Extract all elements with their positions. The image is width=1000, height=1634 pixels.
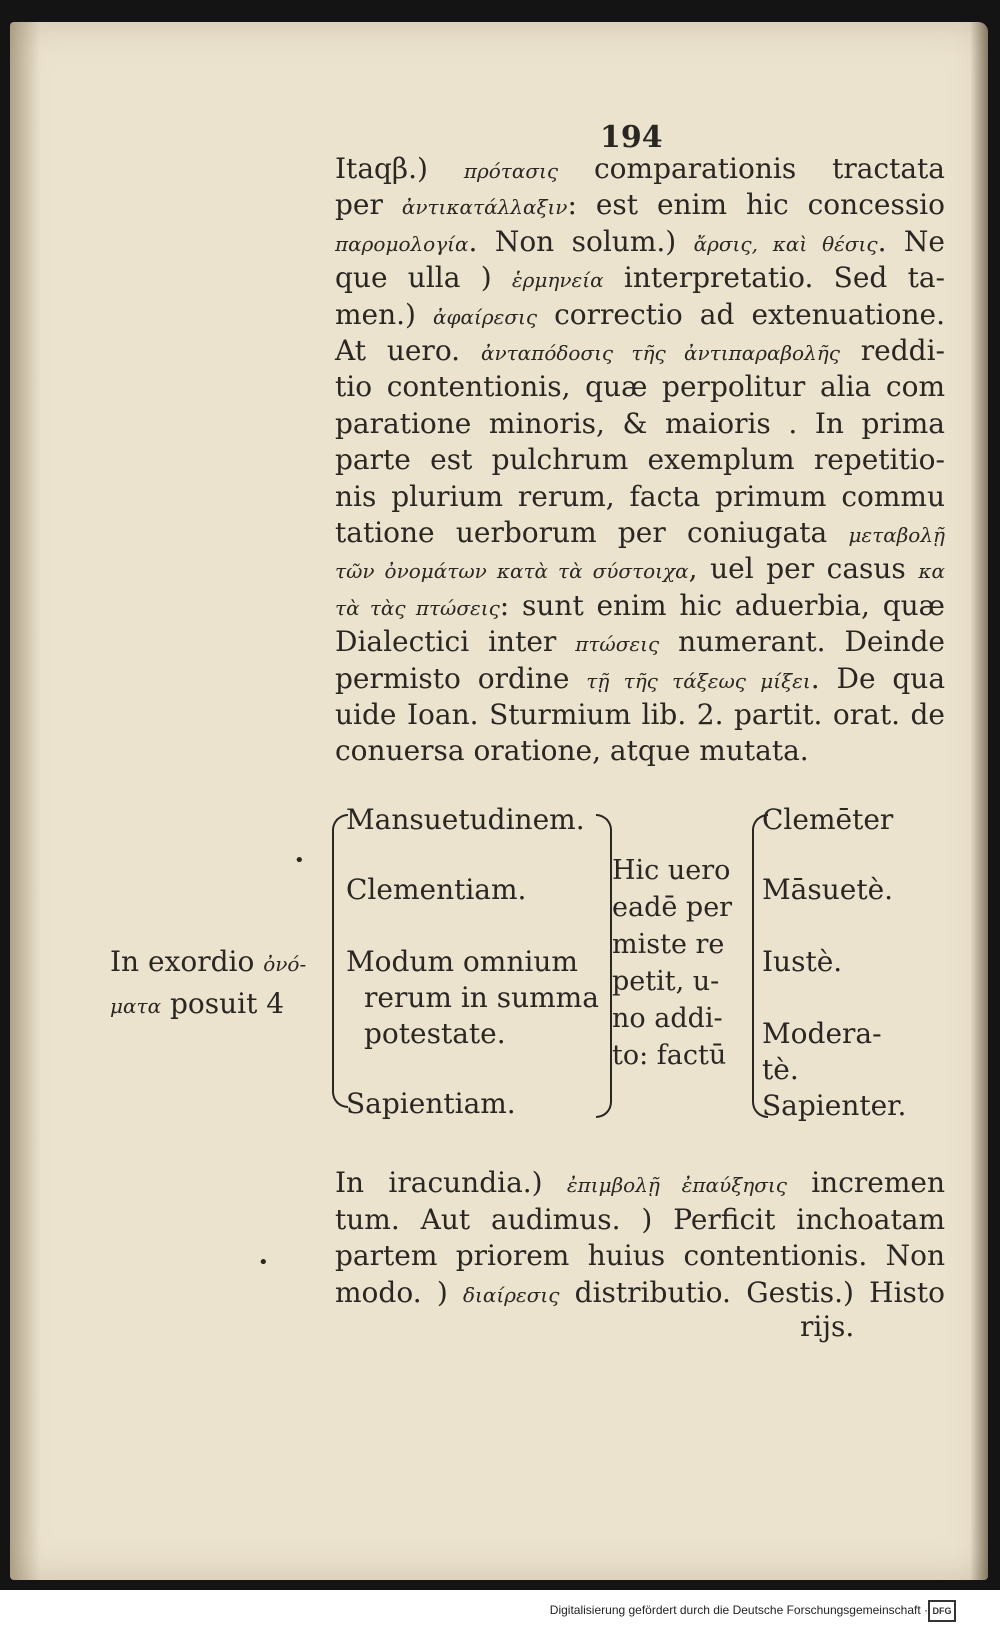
adverb-4-end: tè.: [762, 1053, 799, 1086]
text-line: [335, 259, 945, 299]
page-number: 194: [600, 120, 663, 155]
latin-phrase: comparationis tractata: [558, 152, 945, 185]
adverb-5: Sapienter.: [762, 1089, 907, 1122]
latin-phrase: . De qua: [810, 661, 946, 695]
latin-phrase: . Ne: [877, 224, 945, 258]
adverb-2: Māsuetè.: [762, 873, 894, 906]
noun-1: Mansuetudinem.: [346, 803, 585, 836]
greek-phrase: ἄρσις, καὶ θέσις: [693, 231, 878, 256]
text-line: [335, 514, 945, 554]
latin-phrase: correctio ad extenuatione.: [537, 297, 945, 331]
footer-bar: [0, 1590, 1000, 1634]
margin-dot-upper: •: [294, 850, 305, 871]
latin-phrase: permisto ordine: [335, 661, 587, 695]
text-line: [335, 405, 945, 443]
text-line: [335, 368, 945, 406]
greek-phrase: ἀντικατάλλαξιν: [401, 195, 568, 220]
bottom-text-line: [335, 1201, 945, 1239]
text-line: [335, 696, 945, 734]
latin-phrase: : est enim hic concessio: [567, 188, 945, 222]
text-line: [335, 623, 945, 663]
text-line: [335, 587, 945, 627]
adverb-3: Iustè.: [762, 945, 843, 978]
latin-phrase: At uero.: [335, 334, 481, 367]
footer-credit: Digitalisierung gefördert durch die Deutsche Forschungsgemeinschaft ·: [549, 1603, 928, 1617]
latin-phrase: tio contentionis, quæ perpolitur alia com: [335, 370, 945, 404]
dfg-logo: DFG: [928, 1600, 956, 1622]
bottom-text-line: [335, 1274, 945, 1314]
text-line: [335, 332, 945, 372]
latin-phrase: . Non solum.): [468, 224, 694, 258]
text-line: [335, 296, 945, 336]
greek-phrase: τῶν ὀνομάτων κατὰ τὰ σύστοιχα: [335, 559, 689, 584]
latin-phrase: reddi-: [839, 334, 946, 367]
latin-phrase: Itaqβ.): [335, 152, 464, 185]
middle-line-4: petit, u-: [612, 966, 720, 997]
latin-phrase: partem priorem huius contentionis. Non: [335, 1239, 945, 1272]
greek-phrase: παρομολογία: [335, 231, 469, 256]
latin-phrase: modo. ): [335, 1275, 464, 1309]
latin-phrase: tatione uerborum per coniugata: [335, 516, 849, 549]
greek-phrase: κα: [918, 559, 945, 584]
latin-phrase: parte est pulchrum exemplum repetitio-: [335, 443, 945, 477]
greek-phrase: ἀνταπόδοσις τῆς ἀντιπαραβολῆς: [480, 341, 840, 365]
book-page: [10, 22, 988, 1580]
text-line: [335, 660, 945, 700]
greek-phrase: ἑρμηνεία: [511, 268, 604, 293]
noun-3-cont: rerum in summa: [364, 981, 599, 1014]
latin-phrase: tum. Aut audimus. ) Perficit inchoatam: [335, 1202, 945, 1236]
margin-note: In exordio ὀνό- ματα posuit 4: [110, 945, 307, 1020]
latin-phrase: nis plurium rerum, facta primum commu: [335, 479, 945, 513]
noun-column: [346, 802, 599, 1122]
text-line: [335, 223, 945, 263]
greek-phrase: τὰ τὰς πτώσεις: [335, 595, 500, 620]
latin-phrase: Dialectici inter: [335, 625, 576, 659]
middle-line-5: no addi-: [612, 1003, 723, 1034]
latin-phrase: interpretatio. Sed ta-: [603, 261, 945, 295]
middle-column: [612, 852, 732, 1074]
latin-phrase: uide Ioan. Sturmium lib. 2. partit. orat. de: [335, 698, 945, 731]
latin-phrase: : sunt enim hic aduerbia, quæ: [499, 588, 945, 622]
adverb-column: [762, 802, 906, 1124]
greek-phrase: ἀφαίρεσις: [433, 304, 538, 329]
noun-3: Modum omnium: [346, 945, 578, 978]
page-shadow-right: [970, 22, 988, 1580]
latin-phrase: men.): [335, 297, 434, 331]
text-line: [335, 441, 945, 479]
greek-phrase: πτώσεις: [575, 632, 660, 657]
text-line: [335, 732, 945, 770]
greek-phrase: πρότασις: [463, 159, 559, 183]
text-line: [335, 150, 945, 190]
bottom-text-line: [335, 1164, 945, 1204]
latin-phrase: paratione minoris, & maioris . In prima: [335, 406, 945, 440]
middle-line-3: miste re: [612, 929, 725, 960]
greek-phrase: ἐπιμβολῇ ἐπαύξησις: [566, 1173, 787, 1197]
middle-line-2: eadē per: [612, 892, 733, 923]
latin-phrase: conuersa oratione, atque mutata.: [335, 734, 809, 768]
greek-phrase: διαίρεσις: [463, 1282, 560, 1307]
text-line: [335, 478, 945, 516]
middle-line-1: Hic uero: [612, 855, 731, 886]
bottom-text-line: [335, 1237, 945, 1275]
latin-phrase: , uel per casus: [688, 552, 919, 586]
greek-phrase: τῇ τῆς τάξεως μίξει: [586, 668, 811, 693]
greek-phrase: μεταβολῇ: [848, 523, 945, 547]
latin-phrase: distributio. Gestis.) Histo: [559, 1275, 945, 1309]
adverb-4: Modera-: [762, 1017, 882, 1050]
middle-line-6: to: factū: [612, 1040, 727, 1071]
latin-phrase: In iracundia.): [335, 1166, 567, 1199]
noun-3-end: potestate.: [364, 1017, 506, 1050]
margin-dot-lower: •: [258, 1252, 269, 1273]
adverb-1: Clemēter: [762, 803, 894, 836]
noun-2: Clementiam.: [346, 873, 527, 906]
latin-phrase: numerant. Deinde: [659, 625, 945, 659]
latin-phrase: que ulla ): [335, 261, 512, 295]
page-shadow-left: [10, 22, 40, 1580]
latin-phrase: incremen: [786, 1166, 945, 1199]
text-line: [335, 550, 945, 590]
latin-phrase: per: [335, 188, 402, 222]
catchword: rijs.: [800, 1310, 855, 1343]
noun-4: Sapientiam.: [346, 1087, 516, 1120]
text-line: [335, 186, 945, 226]
